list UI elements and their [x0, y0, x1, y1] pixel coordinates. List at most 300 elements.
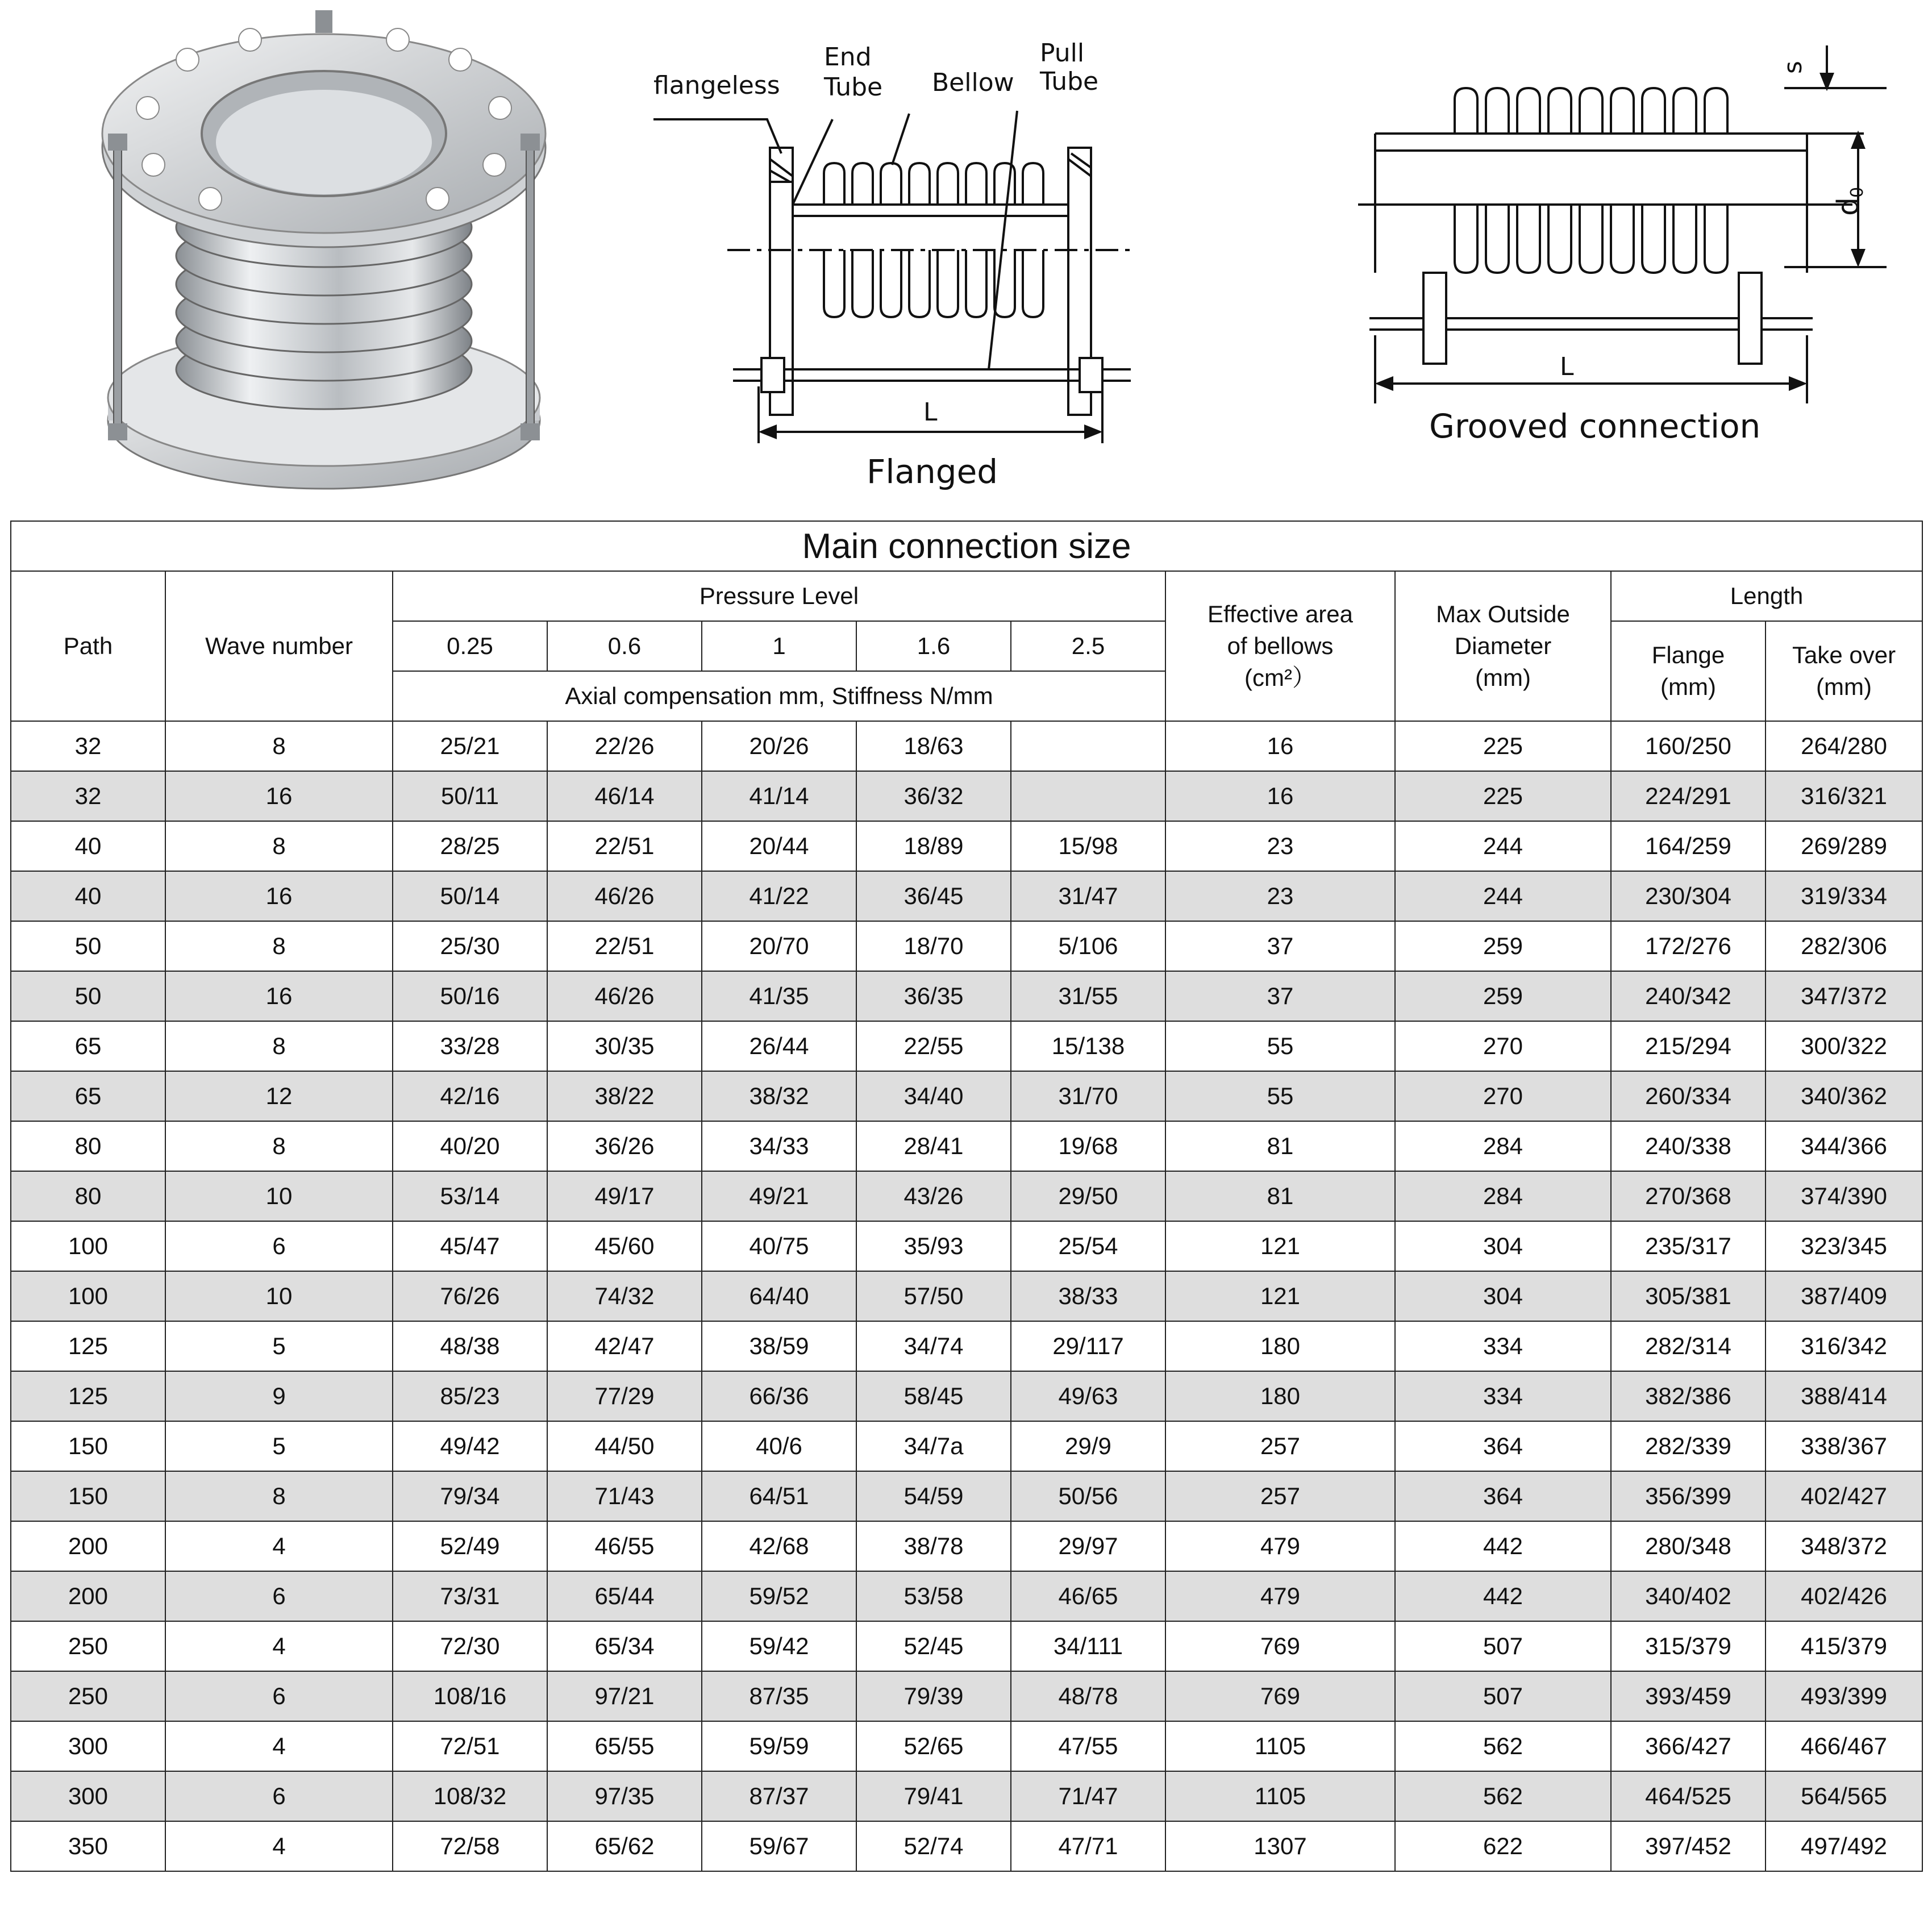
table-row — [11, 1671, 1922, 1721]
table-cell: 48/78 — [1011, 1671, 1165, 1721]
table-cell: 6 — [165, 1771, 393, 1821]
table-cell: 55 — [1165, 1021, 1395, 1071]
table-cell: 81 — [1165, 1171, 1395, 1221]
table-cell: 225 — [1395, 771, 1611, 821]
table-cell: 64/40 — [702, 1271, 856, 1321]
table-cell: 48/38 — [393, 1321, 547, 1371]
table-cell: 493/399 — [1766, 1671, 1922, 1721]
product-photo — [80, 6, 568, 500]
table-cell: 79/34 — [393, 1471, 547, 1521]
table-cell: 356/399 — [1611, 1471, 1766, 1521]
table-cell: 270 — [1395, 1071, 1611, 1121]
table-cell: 282/339 — [1611, 1421, 1766, 1471]
table-cell: 31/70 — [1011, 1071, 1165, 1121]
table-cell: 564/565 — [1766, 1771, 1922, 1821]
table-cell: 65 — [11, 1021, 165, 1071]
table-cell: 121 — [1165, 1271, 1395, 1321]
table-row — [11, 1571, 1922, 1621]
table-cell: 16 — [1165, 721, 1395, 771]
table-cell: 284 — [1395, 1121, 1611, 1171]
table-cell: 18/70 — [856, 921, 1011, 971]
table-cell: 374/390 — [1766, 1171, 1922, 1221]
label-d0: d — [1831, 197, 1866, 216]
table-row — [11, 1221, 1922, 1271]
header-max-outside-diameter: Max Outside Diameter (mm) — [1395, 571, 1611, 721]
table-cell: 50 — [11, 921, 165, 971]
table-cell: 562 — [1395, 1771, 1611, 1821]
table-cell: 34/111 — [1011, 1621, 1165, 1671]
table-cell: 38/32 — [702, 1071, 856, 1121]
table-cell: 180 — [1165, 1321, 1395, 1371]
table-cell: 29/117 — [1011, 1321, 1165, 1371]
table-cell: 347/372 — [1766, 971, 1922, 1021]
table-cell: 45/60 — [547, 1221, 702, 1271]
table-cell: 350 — [11, 1821, 165, 1871]
header-take-over: Take over (mm) — [1766, 621, 1922, 721]
table-cell: 319/334 — [1766, 871, 1922, 921]
table-cell: 9 — [165, 1371, 393, 1421]
table-cell: 8 — [165, 1121, 393, 1171]
table-cell: 65/34 — [547, 1621, 702, 1671]
table-row — [11, 1371, 1922, 1421]
header-effective-area: Effective area of bellows (cm²） — [1165, 571, 1395, 721]
table-cell: 235/317 — [1611, 1221, 1766, 1271]
table-row — [11, 1271, 1922, 1321]
table-cell: 38/59 — [702, 1321, 856, 1371]
table-cell: 25/54 — [1011, 1221, 1165, 1271]
table-cell: 125 — [11, 1371, 165, 1421]
table-cell: 257 — [1165, 1421, 1395, 1471]
table-cell: 348/372 — [1766, 1521, 1922, 1571]
table-cell: 87/37 — [702, 1771, 856, 1821]
table-cell: 4 — [165, 1821, 393, 1871]
label-end-tube-1: End — [824, 43, 872, 72]
table-cell: 32 — [11, 771, 165, 821]
table-cell: 87/35 — [702, 1671, 856, 1721]
table-cell: 31/55 — [1011, 971, 1165, 1021]
table-cell: 340/362 — [1766, 1071, 1922, 1121]
table-cell: 23 — [1165, 821, 1395, 871]
table-cell: 42/16 — [393, 1071, 547, 1121]
table-cell: 497/492 — [1766, 1821, 1922, 1871]
table-cell: 180 — [1165, 1371, 1395, 1421]
table-cell: 38/33 — [1011, 1271, 1165, 1321]
table-cell: 338/367 — [1766, 1421, 1922, 1471]
table-cell: 42/68 — [702, 1521, 856, 1571]
table-cell: 230/304 — [1611, 871, 1766, 921]
table-cell: 97/35 — [547, 1771, 702, 1821]
label-d0-subscript: 0 — [1847, 186, 1867, 198]
table-cell: 71/43 — [547, 1471, 702, 1521]
table-cell: 108/32 — [393, 1771, 547, 1821]
table-cell: 49/63 — [1011, 1371, 1165, 1421]
table-cell: 74/32 — [547, 1271, 702, 1321]
table-cell: 64/51 — [702, 1471, 856, 1521]
table-cell: 55 — [1165, 1071, 1395, 1121]
table-cell: 32 — [11, 721, 165, 771]
table-cell: 22/26 — [547, 721, 702, 771]
table-cell: 1105 — [1165, 1771, 1395, 1821]
table-row — [11, 1771, 1922, 1821]
table-cell: 16 — [165, 871, 393, 921]
table-cell: 44/50 — [547, 1421, 702, 1471]
table-cell: 250 — [11, 1621, 165, 1671]
table-cell: 240/342 — [1611, 971, 1766, 1021]
table-cell: 224/291 — [1611, 771, 1766, 821]
table-cell: 20/26 — [702, 721, 856, 771]
label-bellow: Bellow — [932, 68, 1014, 97]
table-row — [11, 771, 1922, 821]
table-cell: 36/26 — [547, 1121, 702, 1171]
table-cell: 65/55 — [547, 1721, 702, 1771]
table-cell: 215/294 — [1611, 1021, 1766, 1071]
table-cell: 38/78 — [856, 1521, 1011, 1571]
table-cell: 6 — [165, 1671, 393, 1721]
table-cell: 397/452 — [1611, 1821, 1766, 1871]
table-cell: 172/276 — [1611, 921, 1766, 971]
table-cell: 6 — [165, 1221, 393, 1271]
table-cell: 250 — [11, 1671, 165, 1721]
label-length-grooved: L — [1560, 352, 1574, 381]
table-cell: 35/93 — [856, 1221, 1011, 1271]
table-cell: 244 — [1395, 871, 1611, 921]
table-cell: 15/138 — [1011, 1021, 1165, 1071]
table-row — [11, 1721, 1922, 1771]
table-cell: 5/106 — [1011, 921, 1165, 971]
table-cell: 479 — [1165, 1521, 1395, 1571]
table-cell: 282/306 — [1766, 921, 1922, 971]
table-cell: 100 — [11, 1271, 165, 1321]
table-cell: 121 — [1165, 1221, 1395, 1271]
table-cell: 316/342 — [1766, 1321, 1922, 1371]
header-pressure-1: 1 — [702, 621, 856, 671]
table-cell: 37 — [1165, 971, 1395, 1021]
table-cell: 20/70 — [702, 921, 856, 971]
table-title: Main connection size — [11, 521, 1922, 571]
table-cell: 18/63 — [856, 721, 1011, 771]
table-cell: 18/89 — [856, 821, 1011, 871]
table-cell: 240/338 — [1611, 1121, 1766, 1171]
table-cell: 28/41 — [856, 1121, 1011, 1171]
table-cell: 47/55 — [1011, 1721, 1165, 1771]
table-cell: 300/322 — [1766, 1021, 1922, 1071]
table-cell: 257 — [1165, 1471, 1395, 1521]
table-cell: 284 — [1395, 1171, 1611, 1221]
table-cell: 29/97 — [1011, 1521, 1165, 1571]
table-cell: 402/427 — [1766, 1471, 1922, 1521]
table-cell: 5 — [165, 1321, 393, 1371]
table-cell: 46/14 — [547, 771, 702, 821]
table-cell: 507 — [1395, 1621, 1611, 1671]
table-cell: 34/7a — [856, 1421, 1011, 1471]
table-row — [11, 1821, 1922, 1871]
table-cell: 8 — [165, 921, 393, 971]
table-cell: 304 — [1395, 1271, 1611, 1321]
table-cell: 80 — [11, 1121, 165, 1171]
table-cell: 53/58 — [856, 1571, 1011, 1621]
table-cell: 77/29 — [547, 1371, 702, 1421]
table-cell: 79/39 — [856, 1671, 1011, 1721]
table-cell: 19/68 — [1011, 1121, 1165, 1171]
table-cell: 34/74 — [856, 1321, 1011, 1371]
table-cell: 50/14 — [393, 871, 547, 921]
table-cell: 85/23 — [393, 1371, 547, 1421]
table-cell: 20/44 — [702, 821, 856, 871]
table-body — [11, 721, 1922, 1871]
table-cell: 41/22 — [702, 871, 856, 921]
table-cell: 334 — [1395, 1371, 1611, 1421]
table-cell: 52/74 — [856, 1821, 1011, 1871]
table-cell: 50/56 — [1011, 1471, 1165, 1521]
table-cell: 43/26 — [856, 1171, 1011, 1221]
table-cell: 5 — [165, 1421, 393, 1471]
table-cell: 73/31 — [393, 1571, 547, 1621]
label-pull-tube-1: Pull — [1040, 39, 1085, 68]
table-cell: 300 — [11, 1721, 165, 1771]
table-cell: 23 — [1165, 871, 1395, 921]
table-cell: 65/44 — [547, 1571, 702, 1621]
table-cell: 52/45 — [856, 1621, 1011, 1671]
table-cell: 52/65 — [856, 1721, 1011, 1771]
header-pressure-0-6: 0.6 — [547, 621, 702, 671]
table-cell: 12 — [165, 1071, 393, 1121]
table-cell: 323/345 — [1766, 1221, 1922, 1271]
table-cell: 71/47 — [1011, 1771, 1165, 1821]
table-cell: 164/259 — [1611, 821, 1766, 871]
table-cell: 387/409 — [1766, 1271, 1922, 1321]
table-cell: 40/75 — [702, 1221, 856, 1271]
table-cell: 4 — [165, 1521, 393, 1571]
table-cell: 30/35 — [547, 1021, 702, 1071]
table-row — [11, 1171, 1922, 1221]
table-row — [11, 1621, 1922, 1671]
table-cell: 53/14 — [393, 1171, 547, 1221]
table-row — [11, 971, 1922, 1021]
table-cell: 41/35 — [702, 971, 856, 1021]
table-cell: 40/6 — [702, 1421, 856, 1471]
table-cell: 36/35 — [856, 971, 1011, 1021]
table-cell: 25/30 — [393, 921, 547, 971]
table-cell: 57/50 — [856, 1271, 1011, 1321]
table-cell: 305/381 — [1611, 1271, 1766, 1321]
table-cell: 200 — [11, 1521, 165, 1571]
table-cell: 150 — [11, 1421, 165, 1471]
table-cell: 40 — [11, 871, 165, 921]
table-cell: 52/49 — [393, 1521, 547, 1571]
table-cell: 160/250 — [1611, 721, 1766, 771]
label-flangeless: flangeless — [653, 71, 780, 100]
table-cell: 37 — [1165, 921, 1395, 971]
table-cell: 29/9 — [1011, 1421, 1165, 1471]
table-cell — [1011, 721, 1165, 771]
header-illustrations — [0, 0, 1932, 511]
table-cell: 31/47 — [1011, 871, 1165, 921]
header-pressure-0-25: 0.25 — [393, 621, 547, 671]
table-cell: 97/21 — [547, 1671, 702, 1721]
table-cell: 59/59 — [702, 1721, 856, 1771]
table-cell: 562 — [1395, 1721, 1611, 1771]
table-cell: 59/67 — [702, 1821, 856, 1871]
table-cell: 282/314 — [1611, 1321, 1766, 1371]
table-cell: 8 — [165, 1471, 393, 1521]
table-cell: 76/26 — [393, 1271, 547, 1321]
table-cell: 46/55 — [547, 1521, 702, 1571]
table-cell: 340/402 — [1611, 1571, 1766, 1621]
table-cell: 270/368 — [1611, 1171, 1766, 1221]
table-cell: 16 — [1165, 771, 1395, 821]
table-cell: 507 — [1395, 1671, 1611, 1721]
table-cell: 344/366 — [1766, 1121, 1922, 1171]
table-cell: 22/55 — [856, 1021, 1011, 1071]
table-cell: 366/427 — [1611, 1721, 1766, 1771]
header-axial-compensation: Axial compensation mm, Stiffness N/mm — [393, 671, 1165, 721]
table-row — [11, 821, 1922, 871]
table-cell: 10 — [165, 1271, 393, 1321]
table-cell: 200 — [11, 1571, 165, 1621]
caption-grooved: Grooved connection — [1429, 407, 1761, 446]
label-end-tube-2: Tube — [824, 73, 883, 102]
table-cell: 1105 — [1165, 1721, 1395, 1771]
table-cell: 49/17 — [547, 1171, 702, 1221]
table-row — [11, 1121, 1922, 1171]
table-row — [11, 1421, 1922, 1471]
table-cell: 41/14 — [702, 771, 856, 821]
table-cell: 15/98 — [1011, 821, 1165, 871]
table-cell: 769 — [1165, 1621, 1395, 1671]
table-cell: 26/44 — [702, 1021, 856, 1071]
table-cell: 80 — [11, 1171, 165, 1221]
table-cell: 49/21 — [702, 1171, 856, 1221]
table-row — [11, 1071, 1922, 1121]
table-cell: 150 — [11, 1471, 165, 1521]
connection-size-table — [10, 521, 1923, 1872]
table-row — [11, 871, 1922, 921]
table-cell: 8 — [165, 721, 393, 771]
table-cell: 54/59 — [856, 1471, 1011, 1521]
table-cell: 415/379 — [1766, 1621, 1922, 1671]
table-cell: 66/36 — [702, 1371, 856, 1421]
caption-flanged: Flanged — [867, 452, 998, 491]
table-cell: 49/42 — [393, 1421, 547, 1471]
table-cell: 479 — [1165, 1571, 1395, 1621]
table-cell: 769 — [1165, 1671, 1395, 1721]
table-cell: 259 — [1395, 921, 1611, 971]
table-cell: 259 — [1395, 971, 1611, 1021]
header-pressure-1-6: 1.6 — [856, 621, 1011, 671]
table-cell: 108/16 — [393, 1671, 547, 1721]
table-cell: 8 — [165, 821, 393, 871]
table-cell: 334 — [1395, 1321, 1611, 1371]
table-cell: 16 — [165, 771, 393, 821]
table-cell: 72/51 — [393, 1721, 547, 1771]
table-cell: 8 — [165, 1021, 393, 1071]
header-wave-number: Wave number — [165, 571, 393, 721]
table-row — [11, 1521, 1922, 1571]
table-cell: 100 — [11, 1221, 165, 1271]
table-cell: 81 — [1165, 1121, 1395, 1171]
table-cell: 466/467 — [1766, 1721, 1922, 1771]
table-cell — [1011, 771, 1165, 821]
table-cell: 46/26 — [547, 871, 702, 921]
grooved-diagram — [1341, 34, 1898, 466]
table-row — [11, 1471, 1922, 1521]
table-cell: 28/25 — [393, 821, 547, 871]
table-cell: 40/20 — [393, 1121, 547, 1171]
table-cell: 364 — [1395, 1471, 1611, 1521]
header-flange: Flange (mm) — [1611, 621, 1766, 721]
table-cell: 34/33 — [702, 1121, 856, 1171]
table-cell: 364 — [1395, 1421, 1611, 1471]
table-cell: 72/58 — [393, 1821, 547, 1871]
table-cell: 50/16 — [393, 971, 547, 1021]
header-path: Path — [11, 571, 165, 721]
table-cell: 393/459 — [1611, 1671, 1766, 1721]
table-cell: 79/41 — [856, 1771, 1011, 1821]
table-cell: 388/414 — [1766, 1371, 1922, 1421]
table-cell: 316/321 — [1766, 771, 1922, 821]
table-cell: 38/22 — [547, 1071, 702, 1121]
table-row — [11, 1321, 1922, 1371]
table-cell: 34/40 — [856, 1071, 1011, 1121]
table-cell: 22/51 — [547, 821, 702, 871]
table-cell: 65/62 — [547, 1821, 702, 1871]
table-cell: 58/45 — [856, 1371, 1011, 1421]
table-cell: 25/21 — [393, 721, 547, 771]
header-length: Length — [1611, 571, 1922, 621]
table-cell: 269/289 — [1766, 821, 1922, 871]
table-cell: 45/47 — [393, 1221, 547, 1271]
table-row — [11, 921, 1922, 971]
table-row — [11, 1021, 1922, 1071]
table-cell: 22/51 — [547, 921, 702, 971]
header-pressure-level: Pressure Level — [393, 571, 1165, 621]
table-cell: 270 — [1395, 1021, 1611, 1071]
flanged-diagram — [648, 34, 1188, 500]
table-cell: 622 — [1395, 1821, 1611, 1871]
table-cell: 36/32 — [856, 771, 1011, 821]
table-cell: 50/11 — [393, 771, 547, 821]
label-pull-tube-2: Tube — [1040, 67, 1099, 96]
table-cell: 47/71 — [1011, 1821, 1165, 1871]
table-cell: 36/45 — [856, 871, 1011, 921]
table-cell: 315/379 — [1611, 1621, 1766, 1671]
table-cell: 1307 — [1165, 1821, 1395, 1871]
table-cell: 40 — [11, 821, 165, 871]
table-cell: 402/426 — [1766, 1571, 1922, 1621]
table-cell: 260/334 — [1611, 1071, 1766, 1121]
table-cell: 382/386 — [1611, 1371, 1766, 1421]
table-cell: 264/280 — [1766, 721, 1922, 771]
table-cell: 6 — [165, 1571, 393, 1621]
table-cell: 59/42 — [702, 1621, 856, 1671]
table-cell: 442 — [1395, 1521, 1611, 1571]
table-cell: 10 — [165, 1171, 393, 1221]
table-cell: 46/26 — [547, 971, 702, 1021]
table-cell: 442 — [1395, 1571, 1611, 1621]
table-cell: 72/30 — [393, 1621, 547, 1671]
table-cell: 65 — [11, 1071, 165, 1121]
table-cell: 244 — [1395, 821, 1611, 871]
table-cell: 59/52 — [702, 1571, 856, 1621]
header-pressure-2-5: 2.5 — [1011, 621, 1165, 671]
label-s: s — [1779, 61, 1808, 74]
table-cell: 304 — [1395, 1221, 1611, 1271]
table-cell: 4 — [165, 1721, 393, 1771]
table-cell: 300 — [11, 1771, 165, 1821]
table-cell: 225 — [1395, 721, 1611, 771]
table-cell: 125 — [11, 1321, 165, 1371]
table-row — [11, 721, 1922, 771]
